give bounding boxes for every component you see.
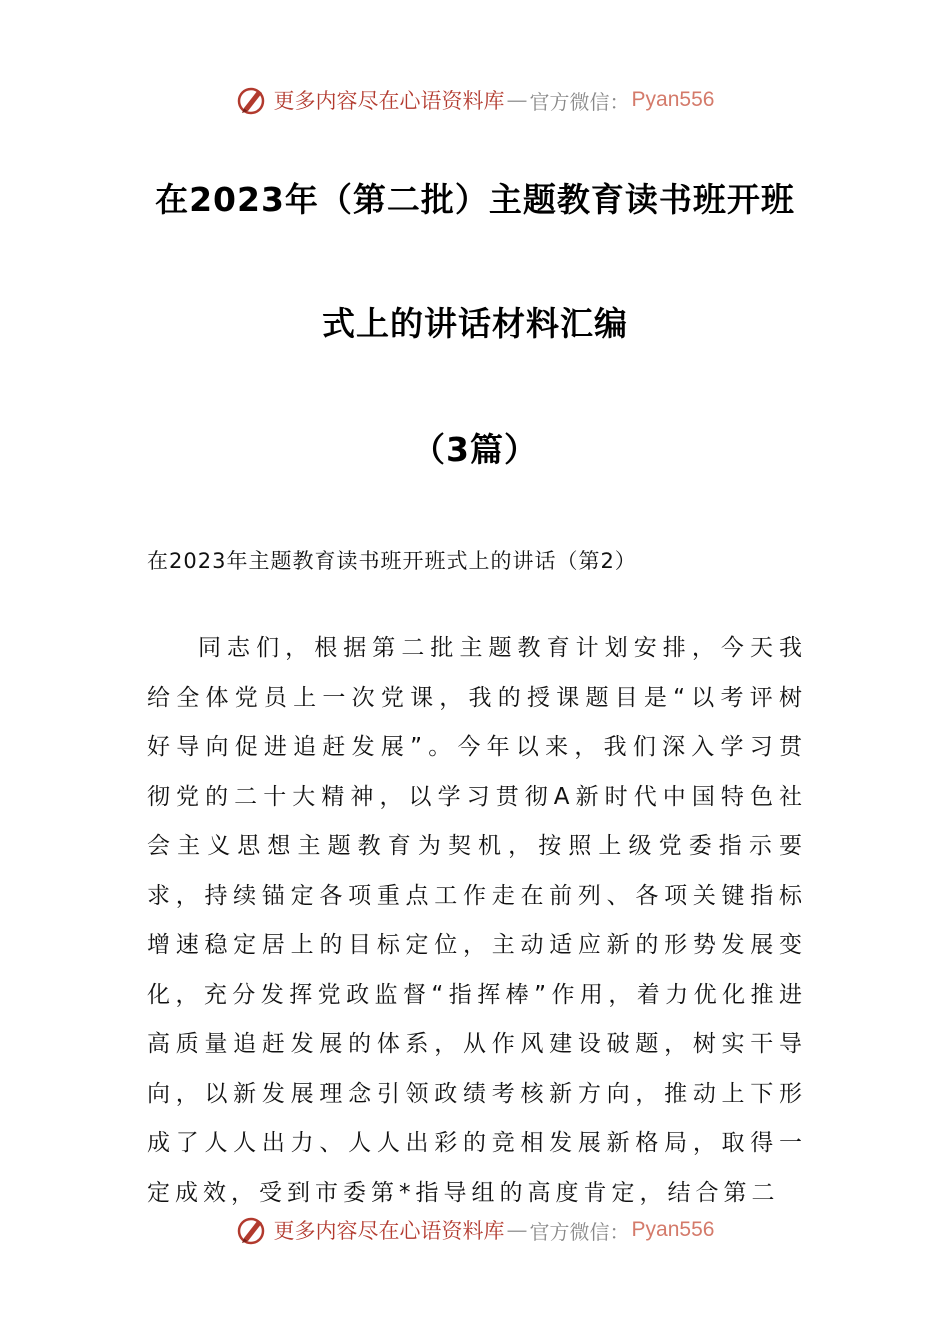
watermark-separator: —	[506, 88, 528, 112]
watermark-wechat-id: Pyan556	[631, 1218, 715, 1241]
pen-circle-icon	[236, 84, 268, 116]
watermark-wechat-id: Pyan556	[631, 88, 715, 111]
watermark-official-label: 官方微信：	[529, 89, 630, 114]
speech-paragraph: 同志们，根据第二批主题教育计划安排，今天我给全体党员上一次党课，我的授课题目是“以考评树好导向促进追赶发展”。今年以来，我们深入学习贯彻党的二十大精神，以学习贯彻A新时代中国特色社会主义思想主题教育为契机，按照上级党委指示要求，持续锚定各项重点工作走在前列、各项关键指标增速稳定居上的目标定位，主动适应新的形势发展变化，充分发挥党政监督“指挥棒”作用，着力优化推进高质量追赶发展的体系，从作风建设破题，树实干导向，以新发展理念引领政绩考核新方向，推动上下形成了人人出力、人人出彩的竞相发展新格局，取得一定成效，受到市委第*指导组的高度肯定，结合第二	[147, 635, 807, 1206]
watermark-separator: —	[506, 1218, 528, 1242]
watermark-banner-top	[0, 80, 950, 120]
pen-circle-icon	[236, 1214, 268, 1246]
speech-subheading: 在2023年主题教育读书班开班式上的讲话（第2）	[147, 549, 637, 573]
watermark-banner-bottom	[0, 1210, 950, 1250]
document-title-line1: 在2023年（第二批）主题教育读书班开班	[155, 180, 795, 219]
document-title-line2: 式上的讲话材料汇编	[322, 304, 628, 343]
watermark-brand-text: 更多内容尽在心语资料库	[273, 1219, 505, 1243]
watermark-brand-text: 更多内容尽在心语资料库	[273, 89, 505, 113]
watermark-official-label: 官方微信：	[529, 1219, 630, 1244]
document-title-count: （3篇）	[412, 430, 538, 469]
